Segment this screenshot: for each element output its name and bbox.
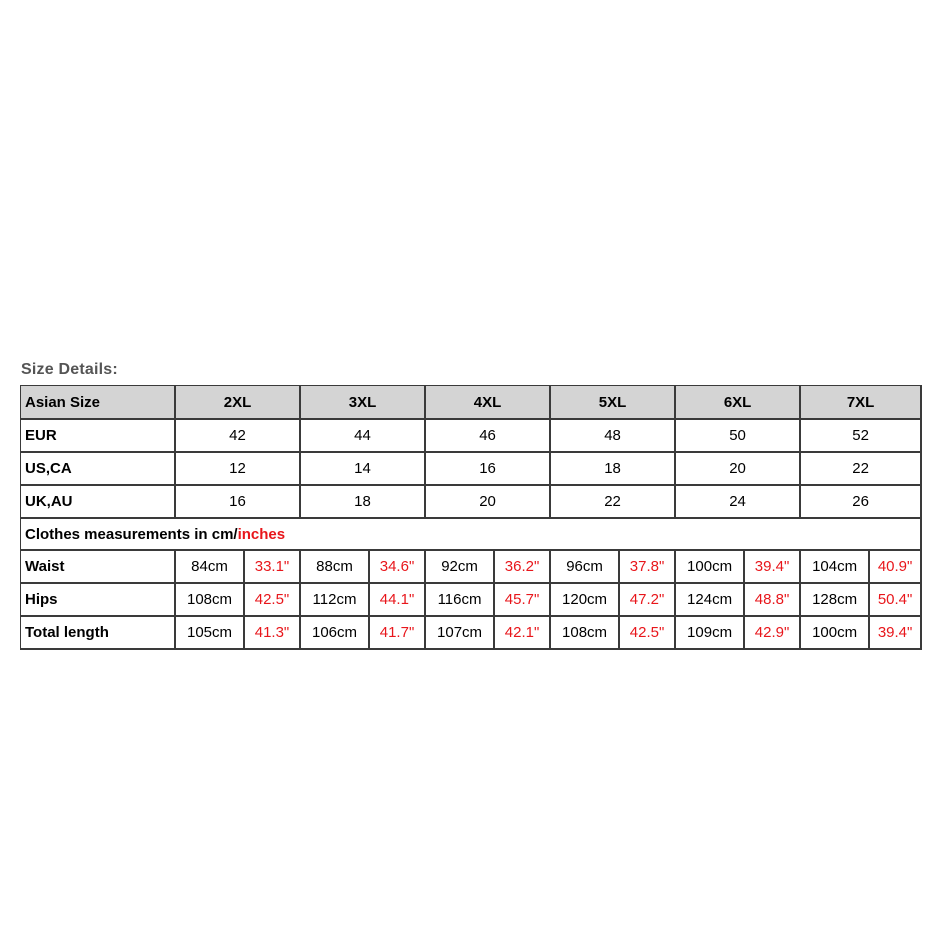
table-row-hips: [21, 584, 922, 617]
cm-cell: 106cm: [301, 617, 370, 650]
inch-cell: 44.1": [370, 584, 426, 617]
cm-cell: 128cm: [801, 584, 870, 617]
cm-cell: 116cm: [426, 584, 495, 617]
table-cell: 22: [551, 486, 676, 519]
cm-cell: 100cm: [801, 617, 870, 650]
size-header: 5XL: [551, 386, 676, 420]
cm-cell: 88cm: [301, 551, 370, 584]
cm-cell: 92cm: [426, 551, 495, 584]
row-label: Waist: [21, 551, 176, 584]
inch-cell: 42.1": [495, 617, 551, 650]
table-cell: 16: [176, 486, 301, 519]
inch-cell: 36.2": [495, 551, 551, 584]
size-header: 3XL: [301, 386, 426, 420]
table-row-waist: [21, 551, 922, 584]
inch-cell: 42.5": [620, 617, 676, 650]
size-chart-table: [20, 385, 922, 650]
header-label: Asian Size: [21, 386, 176, 420]
table-cell: 16: [426, 453, 551, 486]
cm-cell: 120cm: [551, 584, 620, 617]
table-cell: 20: [426, 486, 551, 519]
cm-cell: 112cm: [301, 584, 370, 617]
cm-cell: 107cm: [426, 617, 495, 650]
inch-cell: 33.1": [245, 551, 301, 584]
cm-cell: 100cm: [676, 551, 745, 584]
row-label: Total length: [21, 617, 176, 650]
cm-cell: 109cm: [676, 617, 745, 650]
inch-cell: 41.7": [370, 617, 426, 650]
inch-cell: 42.9": [745, 617, 801, 650]
measurements-heading: [21, 519, 922, 551]
inch-cell: 34.6": [370, 551, 426, 584]
table-cell: 18: [301, 486, 426, 519]
table-cell: 50: [676, 420, 801, 453]
inch-cell: 39.4": [870, 617, 922, 650]
cm-cell: 104cm: [801, 551, 870, 584]
table-row-uk-au: [21, 486, 922, 519]
measurements-heading-inches: inches: [237, 525, 286, 543]
inch-cell: 42.5": [245, 584, 301, 617]
table-row-total-length: [21, 617, 922, 650]
section-title: Size Details:: [21, 361, 118, 378]
table-header-row: [21, 386, 922, 420]
inch-cell: 39.4": [745, 551, 801, 584]
table-cell: 12: [176, 453, 301, 486]
measurements-heading-row: [21, 519, 922, 551]
table-cell: 42: [176, 420, 301, 453]
row-label: EUR: [21, 420, 176, 453]
inch-cell: 37.8": [620, 551, 676, 584]
row-label: US,CA: [21, 453, 176, 486]
inch-cell: 41.3": [245, 617, 301, 650]
cm-cell: 108cm: [176, 584, 245, 617]
table-cell: 26: [801, 486, 922, 519]
table-cell: 48: [551, 420, 676, 453]
inch-cell: 48.8": [745, 584, 801, 617]
size-header: 6XL: [676, 386, 801, 420]
cm-cell: 84cm: [176, 551, 245, 584]
cm-cell: 96cm: [551, 551, 620, 584]
cm-cell: 124cm: [676, 584, 745, 617]
inch-cell: 47.2": [620, 584, 676, 617]
measurements-heading-prefix: Clothes measurements in cm/: [25, 525, 238, 543]
cm-cell: 105cm: [176, 617, 245, 650]
table-cell: 24: [676, 486, 801, 519]
table-cell: 22: [801, 453, 922, 486]
table-row-eur: [21, 420, 922, 453]
size-header: 2XL: [176, 386, 301, 420]
size-header: 7XL: [801, 386, 922, 420]
cm-cell: 108cm: [551, 617, 620, 650]
table-row-us-ca: [21, 453, 922, 486]
table-cell: 14: [301, 453, 426, 486]
row-label: UK,AU: [21, 486, 176, 519]
table-cell: 46: [426, 420, 551, 453]
inch-cell: 45.7": [495, 584, 551, 617]
table-cell: 20: [676, 453, 801, 486]
row-label: Hips: [21, 584, 176, 617]
inch-cell: 40.9": [870, 551, 922, 584]
size-header: 4XL: [426, 386, 551, 420]
table-cell: 52: [801, 420, 922, 453]
inch-cell: 50.4": [870, 584, 922, 617]
table-cell: 44: [301, 420, 426, 453]
table-cell: 18: [551, 453, 676, 486]
